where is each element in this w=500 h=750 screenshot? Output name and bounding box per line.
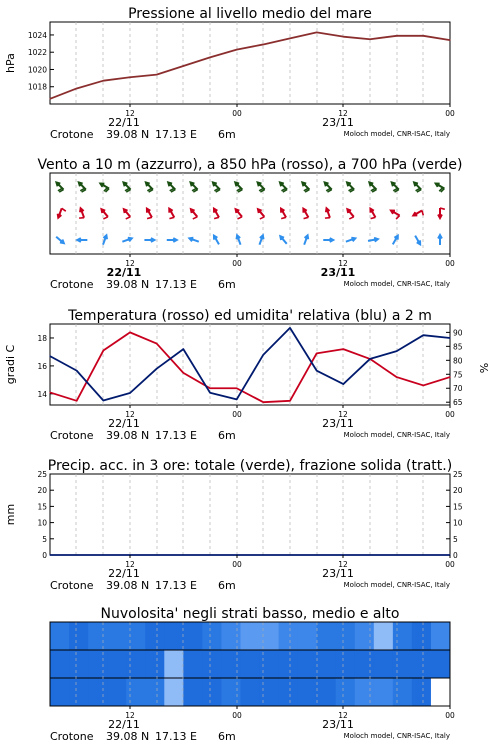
wind-barb [62, 208, 66, 211]
cloud-cell-2-8 [202, 678, 222, 707]
cloud-cell-1-17 [374, 650, 394, 679]
y-tick-right-label: 15 [453, 502, 463, 512]
data-point-2-1-9 [289, 327, 290, 328]
cloud-cell-2-0 [50, 678, 70, 707]
cloud-cell-2-19 [412, 678, 432, 707]
wind-arrow-0-7 [213, 182, 220, 192]
wind-arrow-1-13 [347, 209, 353, 219]
wind-arrow-0-9 [258, 182, 265, 192]
y-tick-label: 1020 [27, 65, 47, 75]
wind-barb [238, 217, 243, 219]
location-city: Crotone [50, 278, 94, 291]
date-label: 22/11 [108, 567, 140, 580]
data-point-2-0-5 [183, 372, 184, 373]
cloud-cell-1-9 [221, 650, 241, 679]
y-tick-right-label: 85 [453, 342, 463, 352]
model-credit: Moloch model, CNR-ISAC, Italy [343, 280, 450, 288]
date-label: 23/11 [322, 417, 354, 430]
cloud-cell-1-7 [183, 650, 203, 679]
wind-arrow-0-5 [168, 182, 175, 192]
wind-arrow-2-10 [280, 236, 286, 244]
location-lat: 39.08 N [106, 429, 150, 442]
data-point-2-1-7 [236, 399, 237, 400]
wind-arrow-0-8 [235, 182, 242, 192]
wind-arrow-0-2 [100, 184, 109, 193]
data-point-2-1-15 [449, 337, 450, 338]
cloud-cell-1-4 [126, 650, 146, 679]
cloud-cell-2-16 [355, 678, 375, 707]
wind-arrow-2-16 [415, 236, 420, 245]
panel-title: Pressione al livello medio del mare [128, 6, 372, 22]
data-point-0-0-0 [49, 98, 50, 99]
y-tick-right-label: 10 [453, 518, 463, 528]
date-label: 22/11 [108, 116, 140, 129]
cloud-cell-1-1 [69, 650, 89, 679]
y-tick-label: 15 [37, 502, 47, 512]
wind-arrow-2-0 [56, 237, 64, 243]
time-tick-label: 12 [338, 109, 348, 118]
y-tick-right-label: 65 [453, 398, 463, 408]
cloud-cell-1-16 [355, 650, 375, 679]
location-lat: 39.08 N [106, 579, 150, 592]
wind-arrow-2-3 [122, 238, 131, 242]
data-point-2-1-4 [156, 368, 157, 369]
wind-arrow-2-11 [304, 235, 308, 244]
date-label: 23/11 [322, 567, 354, 580]
y-tick-label: 1022 [27, 48, 47, 58]
data-point-2-1-13 [396, 350, 397, 351]
time-tick-label: 00 [445, 109, 455, 118]
cloud-cell-2-15 [336, 678, 356, 707]
date-label: 23/11 [320, 266, 356, 279]
y-tick-label: 16 [37, 361, 47, 371]
cloud-cell-2-12 [279, 678, 299, 707]
time-tick-label: 12 [338, 410, 348, 419]
cloud-cell-0-15 [336, 622, 356, 651]
y-tick-label: 18 [37, 333, 47, 343]
wind-arrow-0-17 [436, 184, 445, 193]
wind-arrow-0-12 [325, 182, 332, 192]
cloud-cell-0-9 [221, 622, 241, 651]
wind-arrow-0-3 [124, 182, 131, 192]
data-point-2-1-11 [343, 383, 344, 384]
location-lat: 39.08 N [106, 730, 150, 743]
y-tick-label: 25 [37, 470, 47, 479]
wind-arrow-1-7 [214, 209, 219, 219]
data-point-2-0-0 [49, 392, 50, 393]
y-axis-label: mm [4, 503, 17, 526]
cloud-cell-0-8 [202, 622, 222, 651]
date-label: 23/11 [322, 718, 354, 731]
wind-arrow-2-1 [77, 238, 87, 242]
cloud-cell-0-13 [298, 622, 318, 651]
model-credit: Moloch model, CNR-ISAC, Italy [343, 581, 450, 589]
y-tick-label: 14 [37, 389, 47, 399]
data-point-2-0-1 [76, 400, 77, 401]
cloud-cell-0-17 [374, 622, 394, 651]
plot-frame-3 [50, 474, 450, 555]
time-tick-label: 12 [338, 711, 348, 720]
cloud-cell-1-3 [107, 650, 127, 679]
model-credit: Moloch model, CNR-ISAC, Italy [343, 130, 450, 138]
location-alt: 6m [218, 579, 236, 592]
data-point-2-1-12 [369, 358, 370, 359]
cloud-cell-0-6 [164, 622, 184, 651]
data-point-0-0-6 [209, 57, 210, 58]
data-point-2-1-14 [423, 335, 424, 336]
location-lon: 17.13 E [155, 429, 197, 442]
data-point-0-0-2 [103, 80, 104, 81]
cloud-cell-2-7 [183, 678, 203, 707]
y-tick-right-label: 25 [453, 470, 463, 479]
wind-arrow-1-10 [281, 209, 286, 219]
data-point-2-0-6 [209, 388, 210, 389]
time-tick-label: 00 [232, 711, 242, 720]
cloud-cell-0-19 [412, 622, 432, 651]
cloud-cell-1-8 [202, 650, 222, 679]
data-point-0-0-9 [289, 38, 290, 39]
data-point-0-0-10 [316, 32, 317, 33]
cloud-cell-0-2 [88, 622, 108, 651]
cloud-cell-0-12 [279, 622, 299, 651]
wind-arrow-0-15 [392, 182, 399, 192]
wind-arrow-1-12 [325, 208, 330, 218]
time-tick-label: 12 [338, 259, 348, 268]
location-lat: 39.08 N [106, 278, 150, 291]
plot-frame-1 [50, 173, 450, 254]
cloud-cell-2-9 [221, 678, 241, 707]
cloud-cell-1-12 [279, 650, 299, 679]
wind-arrow-1-6 [191, 209, 197, 219]
data-point-0-0-7 [236, 49, 237, 50]
y-tick-right-label: 70 [453, 384, 463, 394]
wind-arrow-1-15 [391, 211, 400, 220]
data-point-2-1-2 [103, 400, 104, 401]
time-tick-label: 12 [125, 109, 135, 118]
data-point-0-0-8 [263, 44, 264, 45]
data-point-2-1-8 [263, 354, 264, 355]
location-city: Crotone [50, 128, 94, 141]
date-label: 22/11 [106, 266, 142, 279]
cloud-cell-0-20 [431, 622, 451, 651]
wind-barb [126, 217, 131, 219]
time-tick-label: 00 [232, 560, 242, 569]
cloud-cell-1-5 [145, 650, 165, 679]
data-point-0-0-5 [183, 65, 184, 66]
location-city: Crotone [50, 579, 94, 592]
cloud-cell-2-13 [298, 678, 318, 707]
date-label: 22/11 [108, 718, 140, 731]
cloud-cell-0-5 [145, 622, 165, 651]
wind-arrow-1-1 [79, 208, 84, 218]
cloud-cell-1-13 [298, 650, 318, 679]
wind-arrow-0-1 [79, 182, 86, 192]
wind-barb [349, 217, 354, 219]
location-alt: 6m [218, 730, 236, 743]
wind-arrow-1-3 [124, 209, 130, 219]
cloud-cell-2-18 [393, 678, 413, 707]
wind-arrow-1-8 [236, 209, 242, 219]
cloud-cell-2-11 [260, 678, 280, 707]
wind-arrow-0-14 [369, 182, 376, 192]
panel-title: Temperatura (rosso) ed umidita' relativa (blu) a 2 m [68, 308, 432, 324]
cloud-cell-2-20 [431, 678, 451, 707]
data-point-2-0-9 [289, 400, 290, 401]
y-tick-right-label: 20 [453, 486, 463, 496]
data-point-2-0-13 [396, 376, 397, 377]
time-tick-label: 12 [338, 560, 348, 569]
y-tick-label: 1018 [27, 82, 47, 92]
wind-barb [103, 217, 108, 219]
data-point-0-0-14 [423, 35, 424, 36]
wind-arrow-1-11 [303, 209, 308, 219]
cloud-cell-1-15 [336, 650, 356, 679]
wind-arrow-0-4 [146, 182, 153, 192]
cloud-cell-0-18 [393, 622, 413, 651]
panel-title: Nuvolosita' negli strati basso, medio e alto [100, 606, 400, 622]
wind-barb [193, 217, 198, 219]
cloud-cell-2-5 [145, 678, 165, 707]
data-point-2-0-11 [343, 349, 344, 350]
cloud-cell-1-18 [393, 650, 413, 679]
time-tick-label: 12 [125, 560, 135, 569]
wind-arrow-2-17 [438, 235, 442, 245]
location-lon: 17.13 E [155, 128, 197, 141]
wind-arrow-1-5 [169, 209, 174, 219]
wind-arrow-2-2 [103, 235, 107, 244]
panels-group [4, 6, 491, 743]
date-label: 22/11 [108, 417, 140, 430]
data-point-2-0-7 [236, 388, 237, 389]
cloud-cell-0-0 [50, 622, 70, 651]
cloud-cell-2-2 [88, 678, 108, 707]
panel-title: Vento a 10 m (azzurro), a 850 hPa (rosso), a 700 hPa (verde) [37, 157, 463, 173]
y-axis-label: gradi C [4, 344, 17, 385]
cloud-cell-2-6 [164, 678, 184, 707]
location-lon: 17.13 E [155, 278, 197, 291]
y-tick-label: 0 [42, 551, 47, 560]
cloud-cell-1-11 [260, 650, 280, 679]
wind-arrow-2-6 [189, 238, 198, 242]
cloud-cell-0-11 [260, 622, 280, 651]
cloud-cell-2-1 [69, 678, 89, 707]
data-point-2-1-6 [209, 392, 210, 393]
wind-arrow-2-4 [144, 238, 154, 242]
cloud-cell-1-0 [50, 650, 70, 679]
data-point-0-0-15 [449, 40, 450, 41]
data-point-0-0-11 [343, 36, 344, 37]
data-point-2-0-14 [423, 385, 424, 386]
location-alt: 6m [218, 429, 236, 442]
time-tick-label: 00 [232, 109, 242, 118]
cloud-cell-1-20 [431, 650, 451, 679]
wind-arrow-1-17 [438, 208, 445, 218]
time-tick-label: 00 [445, 259, 455, 268]
location-alt: 6m [218, 278, 236, 291]
data-point-0-0-4 [156, 74, 157, 75]
cloud-cell-1-10 [240, 650, 260, 679]
wind-barb [281, 217, 286, 218]
cloud-cell-2-10 [240, 678, 260, 707]
cloud-cell-2-17 [374, 678, 394, 707]
time-tick-label: 12 [125, 259, 135, 268]
location-city: Crotone [50, 730, 94, 743]
wind-arrow-2-14 [368, 238, 378, 242]
location-alt: 6m [218, 128, 236, 141]
data-point-2-1-3 [129, 392, 130, 393]
y-tick-label: 1024 [27, 30, 47, 40]
y-tick-label: 5 [42, 534, 47, 544]
time-tick-label: 12 [125, 410, 135, 419]
location-city: Crotone [50, 429, 94, 442]
data-point-0-0-1 [76, 88, 77, 89]
data-point-2-1-5 [183, 349, 184, 350]
date-label: 23/11 [322, 116, 354, 129]
data-point-2-0-3 [129, 332, 130, 333]
cloud-cell-0-16 [355, 622, 375, 651]
wind-arrow-1-16 [413, 211, 423, 216]
location-lon: 17.13 E [155, 730, 197, 743]
wind-arrow-1-0 [58, 208, 66, 217]
time-tick-label: 00 [232, 410, 242, 419]
time-tick-label: 00 [445, 711, 455, 720]
wind-arrow-0-16 [414, 182, 421, 192]
data-point-2-1-10 [316, 370, 317, 371]
cloud-cell-0-7 [183, 622, 203, 651]
cloud-cell-2-3 [107, 678, 127, 707]
wind-barb [147, 217, 152, 218]
plot-frame-0 [50, 22, 450, 104]
cloud-cell-0-1 [69, 622, 89, 651]
wind-arrow-2-5 [167, 238, 177, 242]
series-line-0-0 [50, 32, 450, 98]
cloud-cell-2-4 [126, 678, 146, 707]
y-tick-label: 20 [37, 486, 47, 496]
data-point-2-0-2 [103, 350, 104, 351]
data-point-3-0-0 [49, 554, 50, 555]
data-point-2-0-10 [316, 353, 317, 354]
cloud-cell-0-3 [107, 622, 127, 651]
series-line-2-1 [50, 328, 450, 401]
wind-arrow-1-9 [258, 209, 264, 219]
location-lon: 17.13 E [155, 579, 197, 592]
wind-arrow-1-14 [370, 209, 375, 219]
wind-barb [214, 217, 219, 218]
y-axis-label-right: % [478, 362, 491, 374]
y-tick-right-label: 90 [453, 328, 463, 338]
wind-arrow-0-11 [302, 182, 309, 192]
series-line-2-0 [50, 332, 450, 402]
wind-arrow-1-2 [101, 209, 107, 219]
data-point-0-0-12 [369, 39, 370, 40]
y-tick-right-label: 0 [453, 551, 458, 560]
y-tick-right-label: 75 [453, 370, 463, 380]
wind-barb [169, 217, 174, 218]
cloud-cell-1-14 [317, 650, 337, 679]
cloud-cell-1-19 [412, 650, 432, 679]
wind-arrow-0-13 [347, 182, 354, 192]
plot-frame-2 [50, 324, 450, 405]
data-point-2-1-0 [49, 356, 50, 357]
y-tick-right-label: 5 [453, 534, 458, 544]
panel-title: Precip. acc. in 3 ore: totale (verde), frazione solida (tratt.) [47, 458, 453, 474]
time-tick-label: 00 [232, 259, 242, 268]
wind-arrow-0-0 [56, 182, 63, 192]
cloud-cell-2-14 [317, 678, 337, 707]
wind-arrow-2-12 [323, 238, 333, 242]
data-point-0-0-3 [129, 77, 130, 78]
y-tick-label: 10 [37, 518, 47, 528]
wind-barb [371, 217, 376, 218]
cloud-cell-0-14 [317, 622, 337, 651]
model-credit: Moloch model, CNR-ISAC, Italy [343, 431, 450, 439]
data-point-2-1-1 [76, 370, 77, 371]
time-tick-label: 12 [125, 711, 135, 720]
wind-arrow-2-7 [214, 236, 219, 245]
y-axis-label: hPa [4, 53, 17, 73]
wind-arrow-2-13 [346, 238, 355, 242]
time-tick-label: 00 [445, 560, 455, 569]
cloud-cell-0-10 [240, 622, 260, 651]
wind-arrow-1-4 [147, 209, 152, 219]
wind-arrow-0-6 [191, 182, 198, 192]
location-lat: 39.08 N [106, 128, 150, 141]
cloud-cell-1-6 [164, 650, 184, 679]
data-point-2-0-15 [449, 376, 450, 377]
wind-arrow-0-10 [280, 182, 287, 192]
data-point-0-0-13 [396, 35, 397, 36]
y-tick-right-label: 80 [453, 356, 463, 366]
data-point-2-0-8 [263, 402, 264, 403]
cloud-cell-0-4 [126, 622, 146, 651]
data-point-2-0-4 [156, 343, 157, 344]
time-tick-label: 00 [445, 410, 455, 419]
model-credit: Moloch model, CNR-ISAC, Italy [343, 732, 450, 740]
wind-barb [260, 217, 265, 219]
wind-barb [304, 217, 309, 218]
cloud-cell-1-2 [88, 650, 108, 679]
